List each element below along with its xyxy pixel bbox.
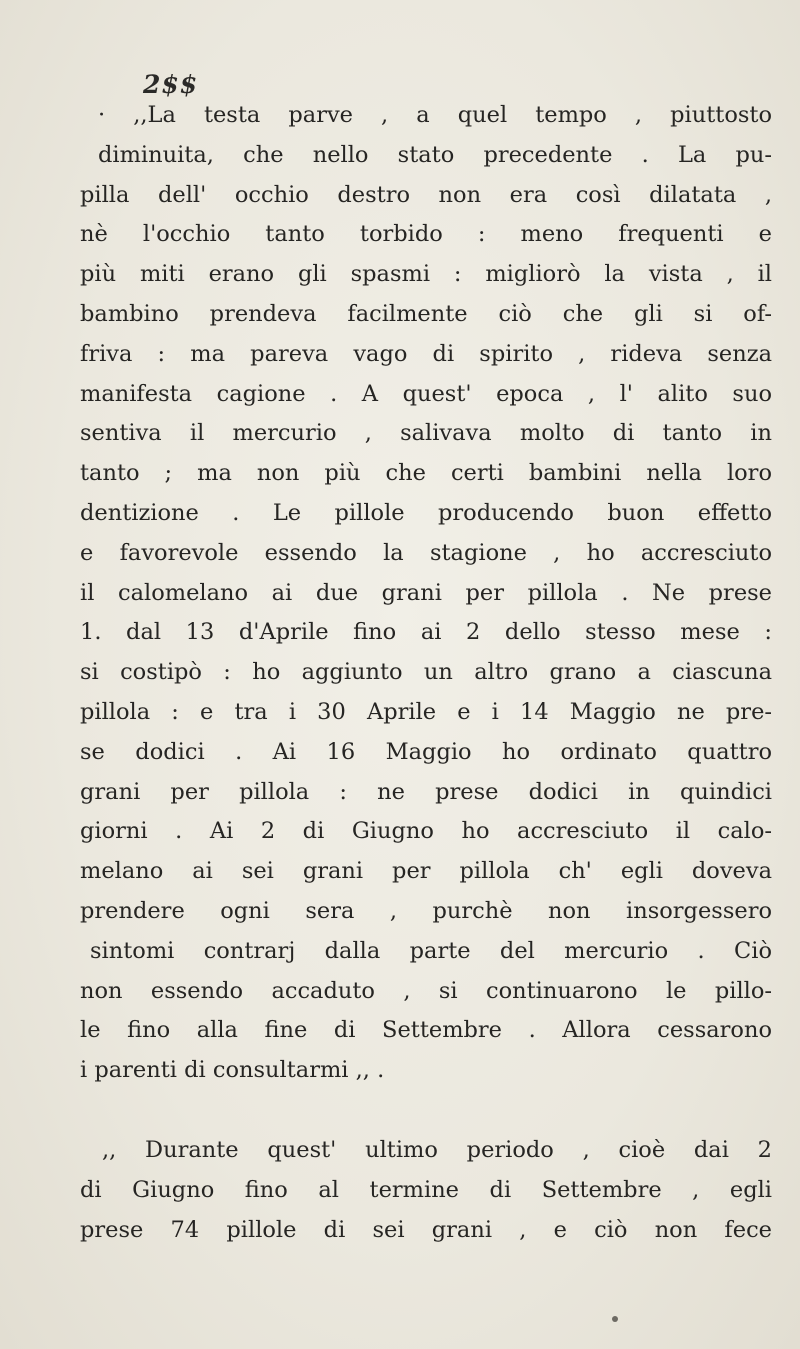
text-line: tanto ; ma non più che certi bambini nella loro <box>80 460 772 487</box>
text-line: friva : ma pareva vago di spirito , rideva senza <box>80 340 772 367</box>
text-line: pilla dell' occhio destro non era così dilatata , <box>80 181 772 208</box>
text-line: se dodici . Ai 16 Maggio ho ordinato quattro <box>80 738 772 765</box>
text-line: · ,,La testa parve , a quel tempo , piuttosto <box>98 102 772 128</box>
text-line: si costipò : ho aggiunto un altro grano a ciascuna <box>80 659 772 686</box>
text-line: 1. dal 13 d'Aprile fino ai 2 dello stesso mese : <box>80 619 772 646</box>
page-number: 2$$ <box>143 70 199 99</box>
text-line: bambino prendeva facilmente ciò che gli si of- <box>80 300 772 327</box>
text-line: dentizione . Le pillole producendo buon effetto <box>80 499 772 526</box>
text-line: più miti erano gli spasmi : migliorò la vista , il <box>80 261 772 288</box>
text-line: manifesta cagione . A quest' epoca , l' alito suo <box>80 380 772 407</box>
text-line: il calomelano ai due grani per pillola . Ne prese <box>80 579 772 606</box>
body-text <box>80 96 772 1250</box>
text-line: prese 74 pillole di sei grani , e ciò non fece <box>80 1216 772 1243</box>
text-line: di Giugno fino al termine di Settembre , egli <box>80 1176 772 1203</box>
ink-speck <box>612 1316 618 1322</box>
text-line: sintomi contrarj dalla parte del mercurio . Ciò <box>90 937 772 964</box>
text-line: e favorevole essendo la stagione , ho accresciuto <box>80 539 772 566</box>
text-line: nè l'occhio tanto torbido : meno frequenti e <box>80 221 772 248</box>
text-line: grani per pillola : ne prese dodici in quindici <box>80 778 772 805</box>
text-line: prendere ogni sera , purchè non insorgessero <box>80 897 772 924</box>
text-line: melano ai sei grani per pillola ch' egli doveva <box>80 858 772 885</box>
text-line: non essendo accaduto , si continuarono le pillo- <box>80 977 772 1004</box>
text-line: sentiva il mercurio , salivava molto di tanto in <box>80 420 772 447</box>
text-line: i parenti di consultarmi ,, . <box>80 1057 385 1084</box>
text-line: ,, Durante quest' ultimo periodo , cioè dai 2 <box>102 1136 772 1163</box>
text-line: giorni . Ai 2 di Giugno ho accresciuto il calo- <box>80 818 772 845</box>
text-line: diminuita, che nello stato precedente . La pu- <box>98 141 772 168</box>
text-line: le fino alla fine di Settembre . Allora cessarono <box>80 1017 772 1044</box>
paragraph-gap <box>80 1091 772 1131</box>
text-line: pillola : e tra i 30 Aprile e i 14 Maggio ne pre- <box>80 698 772 725</box>
